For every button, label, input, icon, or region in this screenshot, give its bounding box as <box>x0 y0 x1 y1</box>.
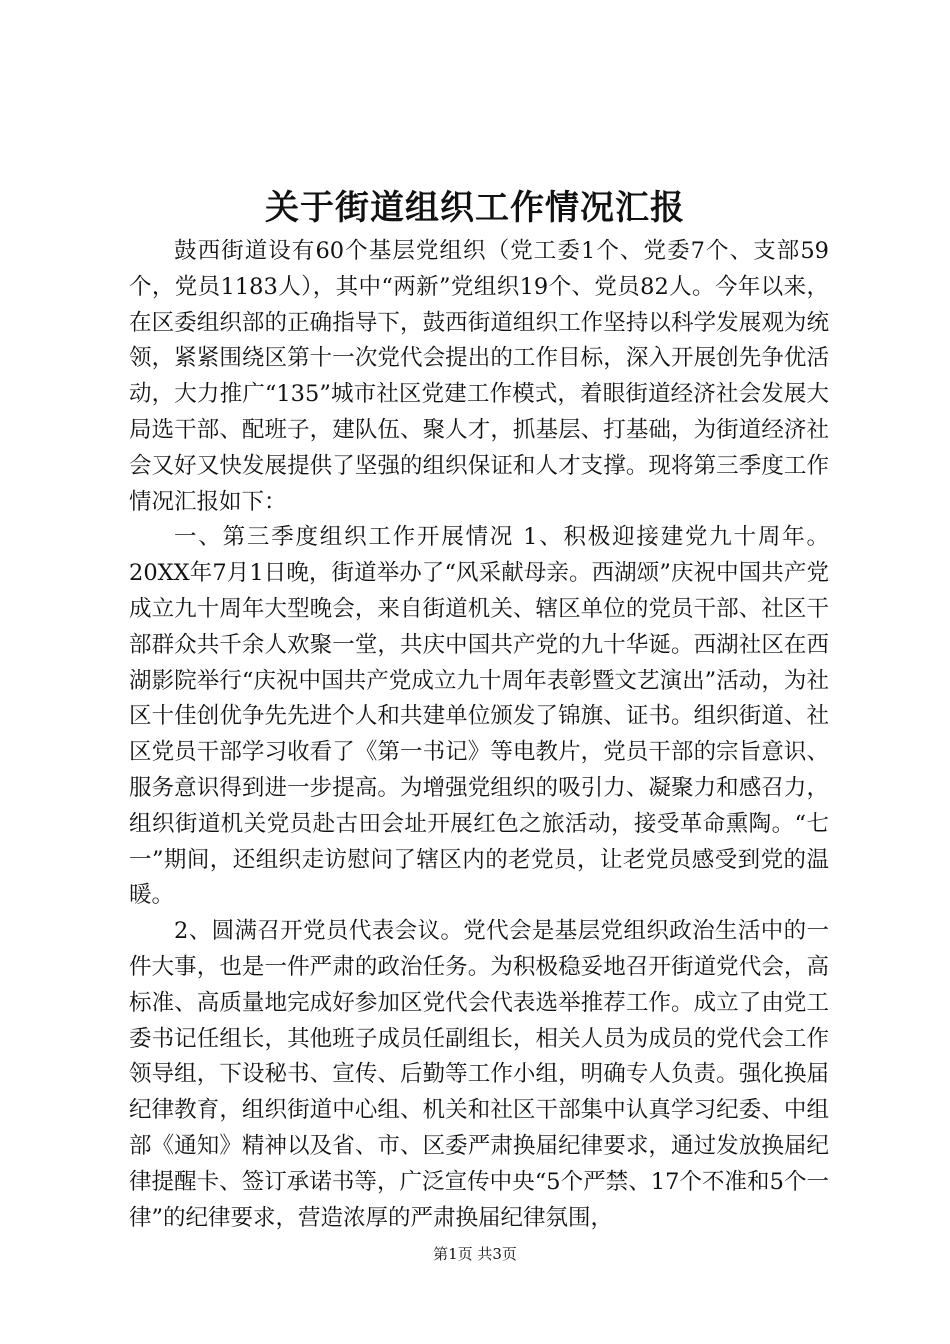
document-body <box>129 234 829 1236</box>
paragraph: 一、第三季度组织工作开展情况 1、积极迎接建党九十周年。20XX年7月1日晚，街道举办了“风采献母亲。西湖颂”庆祝中国共产党成立九十周年大型晚会，来自街道机关、辖区单位的党员干部、社区干部群众共千余人欢聚一堂，共庆中国共产党的九十华诞。西湖社区在西湖影院举行“庆祝中国共产党成立九十周年表彰暨文艺演出”活动，为社区十佳创优争先先进个人和共建单位颁发了锦旗、证书。组织街道、社区党员干部学习收看了《第一书记》等电教片，党员干部的宗旨意识、服务意识得到进一步提高。为增强党组织的吸引力、凝聚力和感召力，组织街道机关党员赴古田会址开展红色之旅活动，接受革命熏陶。“七一”期间，还组织走访慰问了辖区内的老党员，让老党员感受到党的温暖。 <box>129 524 829 909</box>
page-footer: 第1页 共3页 <box>433 1245 517 1263</box>
document-title: 关于街道组织工作情况汇报 <box>265 188 685 228</box>
paragraph: 2、圆满召开党员代表会议。党代会是基层党组织政治生活中的一件大事，也是一件严肃的政治任务。为积极稳妥地召开街道党代会，高标准、高质量地完成好参加区党代会代表选举推荐工作。成立了由党工委书记任组长，其他班子成员任副组长，相关人员为成员的党代会工作领导组，下设秘书、宣传、后勤等工作小组，明确专人负责。强化换届纪律教育，组织街道中心组、机关和社区干部集中认真学习纪委、中组部《通知》精神以及省、市、区委严肃换届纪律要求，通过发放换届纪律提醒卡、签订承诺书等，广泛宣传中央“5个严禁、17个不准和5个一律”的纪律要求，营造浓厚的严肃换届纪律氛围， <box>129 918 829 1231</box>
paragraph: 鼓西街道设有60个基层党组织（党工委1个、党委7个、支部59个，党员1183人），其中“两新”党组织19个、党员82人。今年以来，在区委组织部的正确指导下，鼓西街道组织工作坚持以科学发展观为统领，紧紧围绕区第十一次党代会提出的工作目标，深入开展创先争优活动，大力推广“135”城市社区党建工作模式，着眼街道经济社会发展大局选干部、配班子，建队伍、聚人才，抓基层、打基础，为街道经济社会又好又快发展提供了坚强的组织保证和人才支撑。现将第三季度工作情况汇报如下： <box>129 238 829 515</box>
